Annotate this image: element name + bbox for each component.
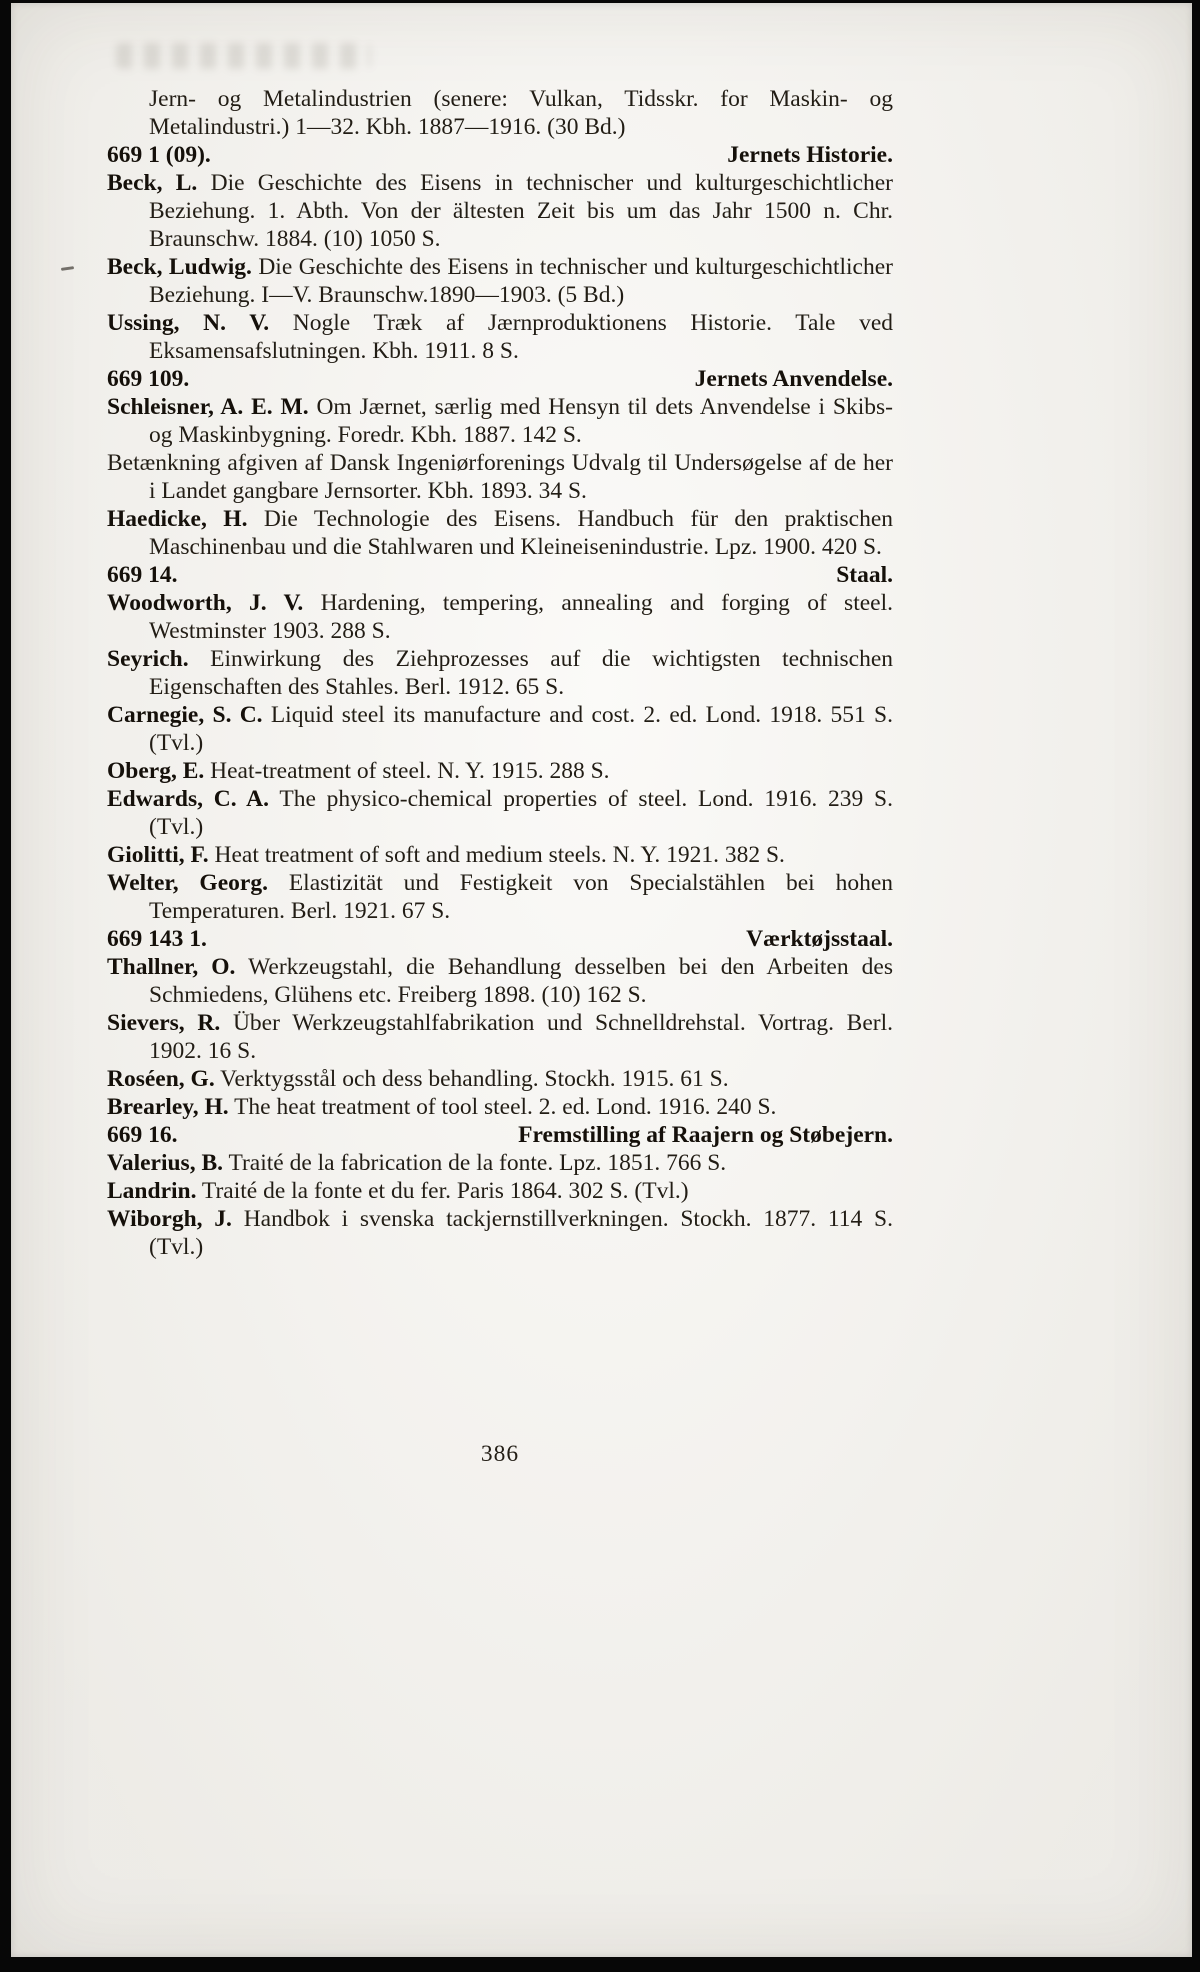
entry-author: Beck, L.: [107, 170, 198, 196]
book-page: [11, 3, 1192, 1957]
catalog-entry: [107, 785, 893, 841]
entry-author: Welter, Georg.: [107, 870, 268, 896]
catalog-entry: [107, 169, 893, 253]
entry-author: Oberg, E.: [107, 758, 205, 784]
catalog-entry: [107, 869, 893, 925]
catalog-entry: [107, 757, 893, 785]
section-heading: [107, 1121, 893, 1149]
entry-author: Giolitti, F.: [107, 842, 209, 868]
catalog-entry: [107, 1009, 893, 1065]
section-title: Jernets Historie.: [727, 142, 893, 168]
entry-text: Heat-treatment of steel. N. Y. 1915. 288 S.: [210, 758, 610, 784]
entry-text: Handbok i svenska tackjernstillverkningen. Stockh. 1877. 114 S. (Tvl.): [149, 1206, 893, 1260]
catalog-entry: [107, 1093, 893, 1121]
entry-author: Edwards, C. A.: [107, 786, 269, 812]
entry-text: Die Technologie des Eisens. Handbuch für den praktischen Maschinenbau und die Stahlwaren und Kleineisenindustrie. Lpz. 1900. 420 S.: [149, 506, 894, 560]
section-heading: [107, 141, 893, 169]
classification-code: 669 109.: [107, 366, 190, 392]
entry-text: Jern- og Metalindustrien (senere: Vulkan, Tidsskr. for Maskin- og Metalindustri.) 1—32. Kbh. 1887—1916. (30 Bd.): [149, 86, 893, 140]
catalog-entry: [107, 449, 893, 505]
catalog-entry: [107, 253, 893, 309]
pencil-margin-mark: [61, 266, 74, 271]
catalog-entry: [107, 841, 893, 869]
entry-author: Wiborgh, J.: [107, 1206, 232, 1232]
catalog-entry: [107, 1065, 893, 1093]
entry-author: Ussing, N. V.: [107, 310, 270, 336]
section-title: Værktøjsstaal.: [746, 926, 893, 952]
entry-author: Carnegie, S. C.: [107, 702, 263, 728]
entry-text: Traité de la fabrication de la fonte. Lpz. 1851. 766 S.: [228, 1150, 727, 1176]
catalog-entry-continuation: [107, 85, 893, 141]
ink-bleed-smudge: [116, 43, 371, 69]
entry-text: Traité de la fonte et du fer. Paris 1864. 302 S. (Tvl.): [201, 1178, 689, 1204]
entry-author: Haedicke, H.: [107, 506, 248, 532]
entry-text: Die Geschichte des Eisens in technischer und kulturgeschichtlicher Beziehung. I—V. Braunschw.1890—1903. (5 Bd.): [149, 254, 893, 308]
entry-author: Valerius, B.: [107, 1150, 223, 1176]
entry-text: Om Jærnet, særlig med Hensyn til dets Anvendelse i Skibs- og Maskinbygning. Foredr. Kbh. 1887. 142 S.: [149, 394, 893, 448]
entry-text: Über Werkzeugstahlfabrikation und Schnelldrehstal. Vortrag. Berl. 1902. 16 S.: [149, 1010, 894, 1064]
entry-author: Schleisner, A. E. M.: [107, 394, 309, 420]
section-heading: [107, 365, 893, 393]
section-title: Jernets Anvendelse.: [694, 366, 893, 392]
entry-author: Brearley, H.: [107, 1094, 229, 1120]
catalog-entry: [107, 701, 893, 757]
catalog-entry: [107, 1205, 893, 1261]
entry-text: Verktygsstål och dess behandling. Stockh. 1915. 61 S.: [220, 1066, 729, 1092]
entry-text: Hardening, tempering, annealing and forging of steel. Westminster 1903. 288 S.: [149, 590, 894, 644]
entry-author: Thallner, O.: [107, 954, 236, 980]
entry-text: Werkzeugstahl, die Behandlung desselben bei den Arbeiten des Schmiedens, Glühens etc. Freiberg 1898. (10) 162 S.: [149, 954, 894, 1008]
entry-author: Seyrich.: [107, 646, 189, 672]
catalog-entry: [107, 309, 893, 365]
page-number: 386: [480, 1441, 520, 1467]
catalog-entry: [107, 1177, 893, 1205]
section-heading: [107, 561, 893, 589]
catalog-entry: [107, 393, 893, 449]
classification-code: 669 1 (09).: [107, 142, 211, 168]
entry-text: Heat treatment of soft and medium steels. N. Y. 1921. 382 S.: [214, 842, 785, 868]
catalog-entry: [107, 953, 893, 1009]
catalog-entry: [107, 589, 893, 645]
catalog-entry: [107, 1149, 893, 1177]
entry-text: Elastizität und Festigkeit von Specialstählen bei hohen Temperaturen. Berl. 1921. 67 S.: [149, 870, 893, 924]
catalog-entry: [107, 505, 893, 561]
entry-text: The heat treatment of tool steel. 2. ed. Lond. 1916. 240 S.: [234, 1094, 777, 1120]
entry-author: Roséen, G.: [107, 1066, 215, 1092]
section-title: Fremstilling af Raajern og Støbejern.: [518, 1122, 893, 1148]
entry-text: Liquid steel its manufacture and cost. 2. ed. Lond. 1918. 551 S. (Tvl.): [149, 702, 893, 756]
entry-text: Die Geschichte des Eisens in technischer und kulturgeschichtlicher Beziehung. 1. Abth. Von der ältesten Zeit bis um das Jahr 1500 n. Chr. Braunschw. 1884. (10) 1050 S.: [149, 170, 893, 252]
catalog-text-block: [107, 85, 893, 1261]
catalog-entry: [107, 645, 893, 701]
section-title: Staal.: [836, 562, 893, 588]
classification-code: 669 143 1.: [107, 926, 207, 952]
entry-text: Einwirkung des Ziehprozesses auf die wichtigsten technischen Eigenschaften des Stahles. Berl. 1912. 65 S.: [149, 646, 893, 700]
section-heading: [107, 925, 893, 953]
classification-code: 669 14.: [107, 562, 178, 588]
entry-author: Beck, Ludwig.: [107, 254, 252, 280]
entry-text: Betænkning afgiven af Dansk Ingeniørforenings Udvalg til Undersøgelse af de her i Landet gangbare Jernsorter. Kbh. 1893. 34 S.: [107, 450, 893, 504]
entry-author: Sievers, R.: [107, 1010, 221, 1036]
classification-code: 669 16.: [107, 1122, 178, 1148]
entry-text: The physico-chemical properties of steel. Lond. 1916. 239 S. (Tvl.): [149, 786, 893, 840]
entry-text: Nogle Træk af Jærnproduktionens Historie. Tale ved Eksamensafslutningen. Kbh. 1911. 8 S.: [149, 310, 894, 364]
entry-author: Landrin.: [107, 1178, 197, 1204]
entry-author: Woodworth, J. V.: [107, 590, 304, 616]
